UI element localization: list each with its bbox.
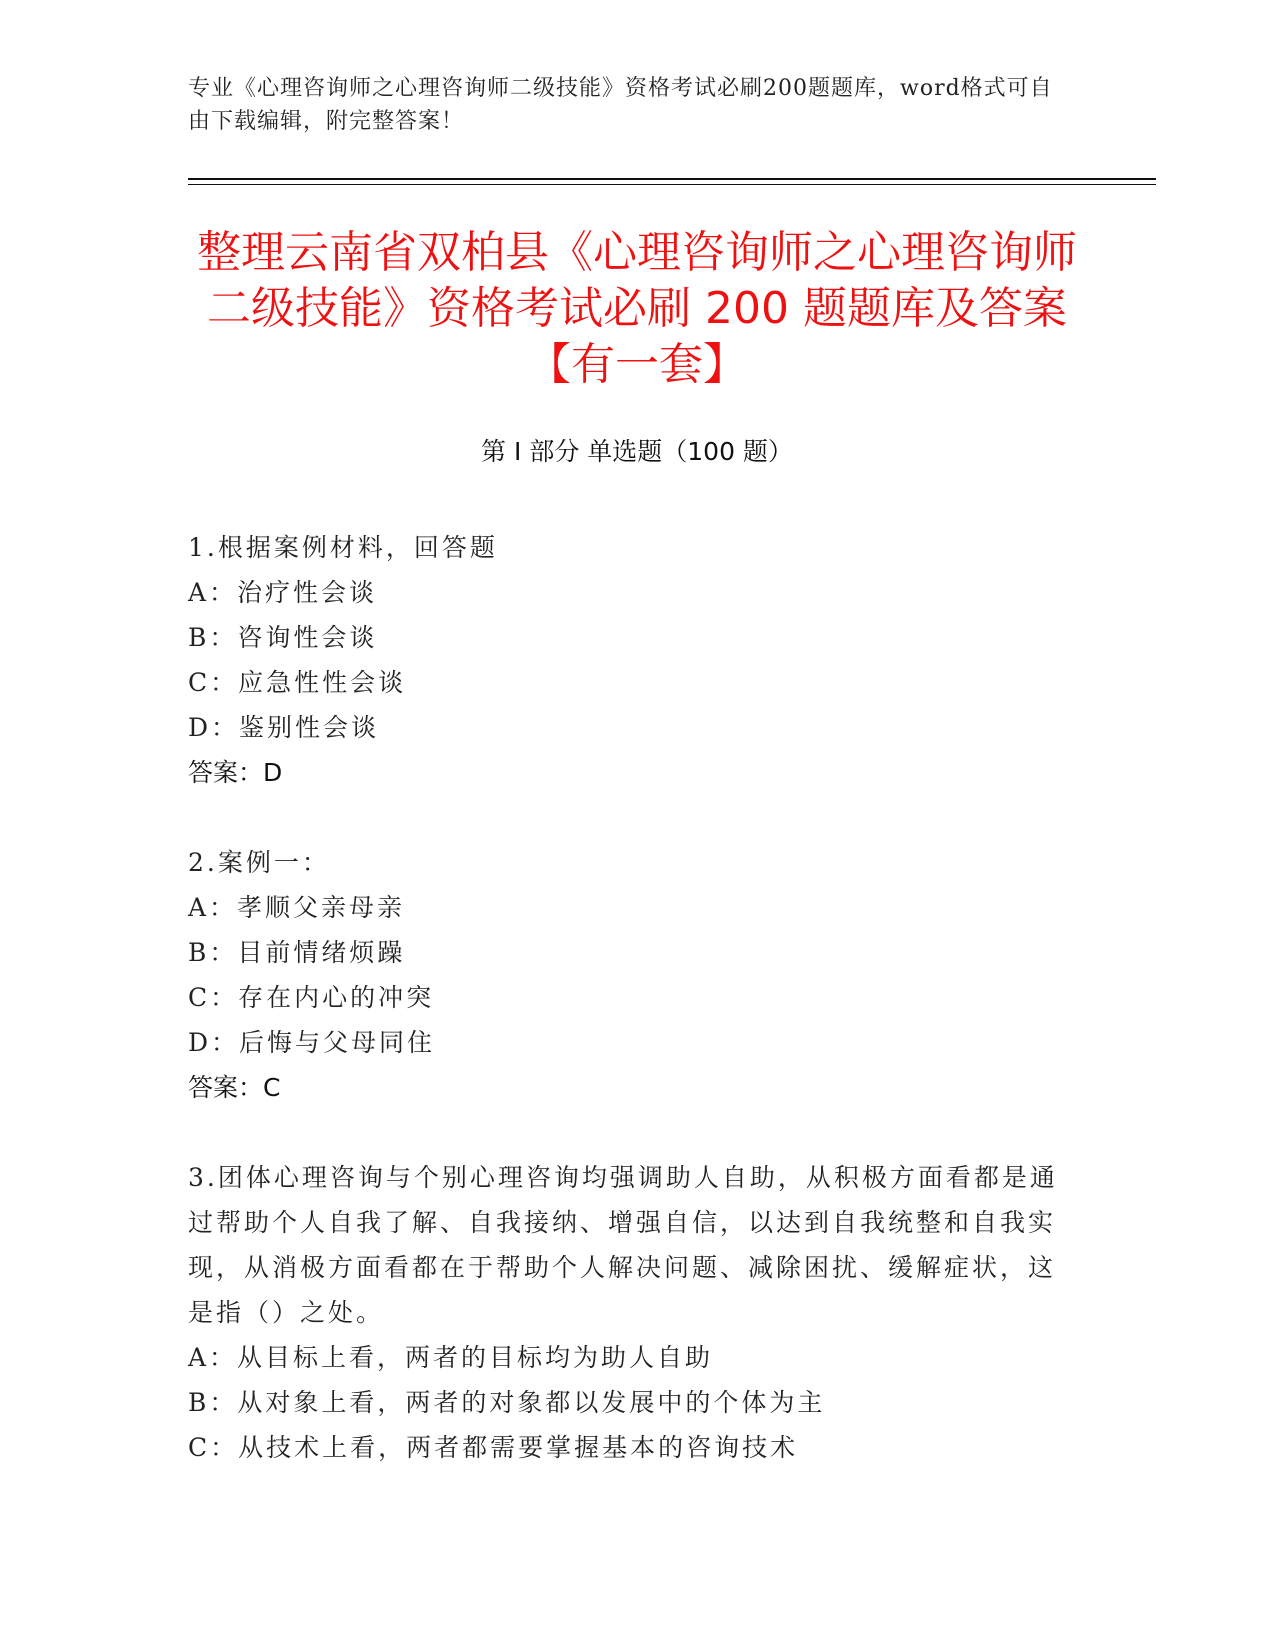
option-d: D：后悔与父母同住 (188, 1028, 436, 1057)
document-title: 整理云南省双柏县《心理咨询师之心理咨询师二级技能》资格考试必刷 200 题题库及答案【有一套】 (197, 227, 1077, 390)
question-stem: 2.案例一： (188, 848, 330, 877)
answer: 答案：D (188, 758, 283, 787)
option-a: A：治疗性会谈 (188, 578, 378, 607)
option-b: B：咨询性会谈 (188, 623, 378, 652)
answer: 答案：C (188, 1073, 281, 1102)
option-c: C：应急性性会谈 (188, 668, 407, 697)
question-stem: 1.根据案例材料，回答题 (188, 533, 498, 562)
question-1 (188, 525, 1058, 795)
header-rule-thin (188, 184, 1156, 185)
option-c: C：存在内心的冲突 (188, 983, 435, 1012)
option-a: A：从目标上看，两者的目标均为助人自助 (188, 1343, 714, 1372)
option-b: B：目前情绪烦躁 (188, 938, 406, 967)
header-note: 专业《心理咨询师之心理咨询师二级技能》资格考试必刷200题题库，word格式可自由下载编辑，附完整答案！ (188, 76, 1053, 134)
section-title: 第 I 部分 单选题（100 题） (481, 437, 793, 466)
option-b: B：从对象上看，两者的对象都以发展中的个体为主 (188, 1388, 826, 1417)
question-3 (188, 1155, 1058, 1470)
question-2 (188, 840, 1058, 1110)
header-rule-thick (188, 178, 1156, 180)
option-c: C：从技术上看，两者都需要掌握基本的咨询技术 (188, 1433, 799, 1462)
option-a: A：孝顺父亲母亲 (188, 893, 406, 922)
option-d: D：鉴别性会谈 (188, 713, 380, 742)
question-list (188, 525, 1058, 1515)
question-stem: 3.团体心理咨询与个别心理咨询均强调助人自助，从积极方面看都是通过帮助个人自我了解、自我接纳、增强自信，以达到自我统整和自我实现，从消极方面看都在于帮助个人解决问题、减除困扰、缓解症状，这是指（）之处。 (188, 1163, 1058, 1327)
